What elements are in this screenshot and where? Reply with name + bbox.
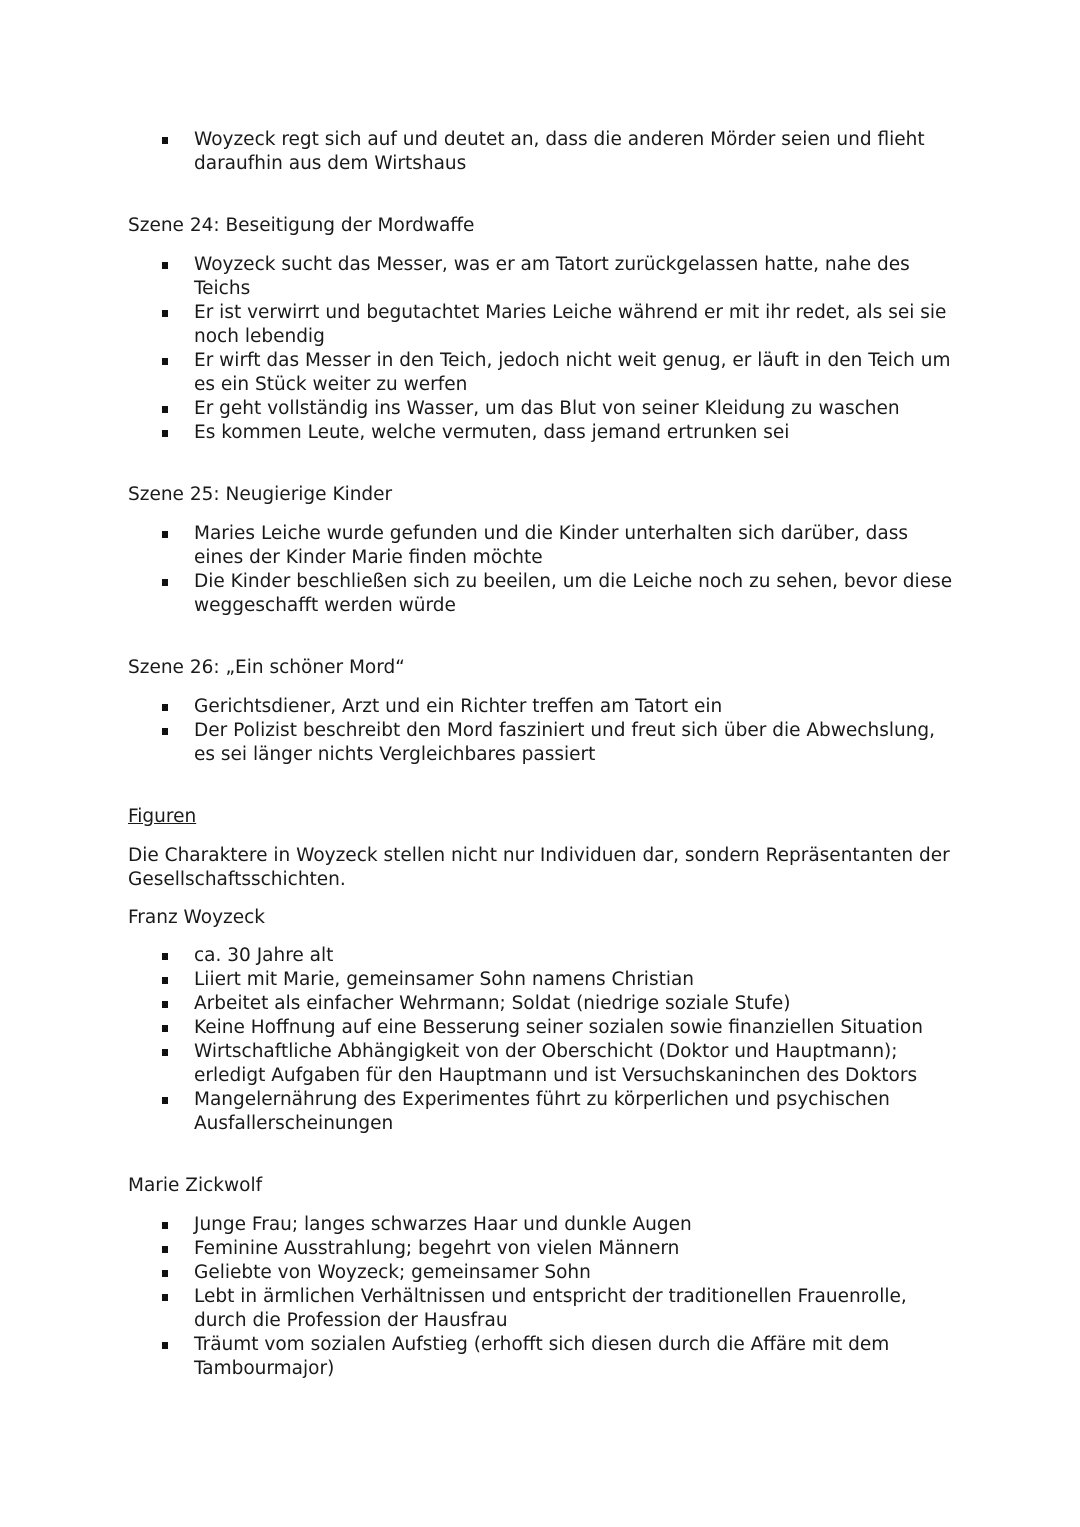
bullet-icon (162, 406, 168, 413)
bullet-icon (162, 358, 168, 365)
bullet-icon (162, 1001, 168, 1008)
list-item: Mangelernährung des Experimentes führt zu körperlichen und psychischen Ausfallerscheinungen (128, 1088, 958, 1136)
list-item: Woyzeck regt sich auf und deutet an, dass die anderen Mörder seien und flieht daraufhin aus dem Wirtshaus (128, 128, 958, 176)
list-item: Geliebte von Woyzeck; gemeinsamer Sohn (128, 1261, 958, 1285)
bullet-icon (162, 953, 168, 960)
document-page (128, 128, 958, 1381)
marie-list (128, 1213, 958, 1381)
bullet-icon (162, 1222, 168, 1229)
intro-list (128, 128, 958, 176)
list-item: Lebt in ärmlichen Verhältnissen und entspricht der traditionellen Frauenrolle, durch die Profession der Hausfrau (128, 1285, 958, 1333)
list-item: Es kommen Leute, welche vermuten, dass jemand ertrunken sei (128, 421, 958, 445)
scene-25-list (128, 522, 958, 618)
list-item: Maries Leiche wurde gefunden und die Kinder unterhalten sich darüber, dass eines der Kinder Marie finden möchte (128, 522, 958, 570)
bullet-icon (162, 137, 168, 144)
scene-26-heading: Szene 26: „Ein schöner Mord“ (128, 657, 405, 678)
list-item: Woyzeck sucht das Messer, was er am Tatort zurückgelassen hatte, nahe des Teichs (128, 253, 958, 301)
bullet-icon (162, 531, 168, 538)
character-name-marie: Marie Zickwolf (128, 1175, 263, 1196)
bullet-icon (162, 1025, 168, 1032)
list-item: Keine Hoffnung auf eine Besserung seiner sozialen sowie finanziellen Situation (128, 1016, 958, 1040)
scene-26-section (128, 656, 958, 767)
list-item: ca. 30 Jahre alt (128, 944, 958, 968)
list-item: Liiert mit Marie, gemeinsamer Sohn namens Christian (128, 968, 958, 992)
list-item: Die Kinder beschließen sich zu beeilen, um die Leiche noch zu sehen, bevor diese weggeschafft werden würde (128, 570, 958, 618)
scene-24-heading: Szene 24: Beseitigung der Mordwaffe (128, 215, 475, 236)
marie-section (128, 1174, 958, 1381)
bullet-icon (162, 430, 168, 437)
bullet-icon (162, 1342, 168, 1349)
figuren-section (128, 805, 958, 1381)
list-item: Er ist verwirrt und begutachtet Maries Leiche während er mit ihr redet, als sei sie noch lebendig (128, 301, 958, 349)
bullet-icon (162, 704, 168, 711)
character-name-woyzeck: Franz Woyzeck (128, 907, 266, 928)
bullet-icon (162, 1049, 168, 1056)
figuren-heading: Figuren (128, 806, 197, 827)
list-item: Feminine Ausstrahlung; begehrt von vielen Männern (128, 1237, 958, 1261)
bullet-icon (162, 1294, 168, 1301)
woyzeck-list (128, 944, 958, 1136)
list-item: Träumt vom sozialen Aufstieg (erhofft sich diesen durch die Affäre mit dem Tambourmajor) (128, 1333, 958, 1381)
bullet-icon (162, 728, 168, 735)
scene-26-list (128, 695, 958, 767)
scene-25-section (128, 483, 958, 618)
scene-24-list (128, 253, 958, 445)
list-item: Wirtschaftliche Abhängigkeit von der Oberschicht (Doktor und Hauptmann); erledigt Aufgaben für den Hauptmann und ist Versuchskaninchen des Doktors (128, 1040, 958, 1088)
bullet-icon (162, 1097, 168, 1104)
list-item: Arbeitet als einfacher Wehrmann; Soldat (niedrige soziale Stufe) (128, 992, 958, 1016)
scene-25-heading: Szene 25: Neugierige Kinder (128, 484, 393, 505)
bullet-icon (162, 1270, 168, 1277)
list-item: Der Polizist beschreibt den Mord fasziniert und freut sich über die Abwechslung, es sei länger nichts Vergleichbares passiert (128, 719, 958, 767)
list-item: Er geht vollständig ins Wasser, um das Blut von seiner Kleidung zu waschen (128, 397, 958, 421)
bullet-icon (162, 310, 168, 317)
scene-24-section (128, 214, 958, 445)
bullet-icon (162, 262, 168, 269)
list-item: Er wirft das Messer in den Teich, jedoch nicht weit genug, er läuft in den Teich um es ein Stück weiter zu werfen (128, 349, 958, 397)
figuren-intro: Die Charaktere in Woyzeck stellen nicht nur Individuen dar, sondern Repräsentanten der Gesellschaftsschichten. (128, 845, 950, 890)
list-item: Junge Frau; langes schwarzes Haar und dunkle Augen (128, 1213, 958, 1237)
bullet-icon (162, 977, 168, 984)
list-item: Gerichtsdiener, Arzt und ein Richter treffen am Tatort ein (128, 695, 958, 719)
bullet-icon (162, 579, 168, 586)
bullet-icon (162, 1246, 168, 1253)
